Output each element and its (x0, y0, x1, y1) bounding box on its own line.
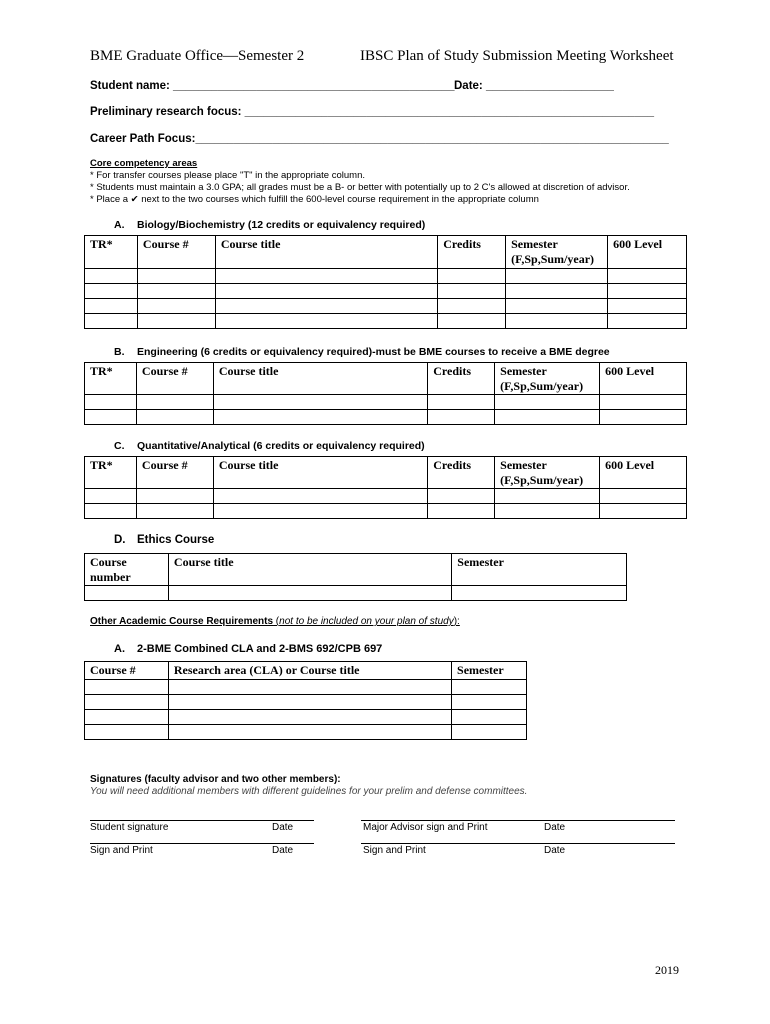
date-label: Date (544, 845, 566, 856)
col-credits: Credits (428, 457, 495, 489)
header-left: BME Graduate Office—Semester 2 (90, 48, 305, 64)
quantitative-table (84, 456, 687, 519)
col-semester: Semester (452, 662, 527, 680)
table-row[interactable] (85, 284, 687, 299)
section-d-heading (114, 534, 214, 546)
col-semester-line1: Semester (500, 364, 547, 378)
core-note-3: * Place a ✔ next to the two courses which fulfill the 600-level course requirement in the appropriate column (90, 194, 539, 205)
student-name-field: Student name: ____________________________________________ (90, 80, 455, 92)
cla-table (84, 661, 527, 740)
date-label: Date (544, 822, 566, 833)
table-row[interactable] (85, 710, 527, 725)
col-semester-line1: Semester (500, 458, 547, 472)
table-row[interactable] (85, 410, 687, 425)
col-course-num: Course # (136, 363, 213, 395)
col-course-title: Course title (215, 236, 437, 269)
col-semester-line2: (F,Sp,Sum/year) (500, 473, 584, 487)
signature-line[interactable] (90, 843, 314, 844)
table-row[interactable] (85, 695, 527, 710)
col-course-number-line1: Course (90, 555, 127, 569)
col-course-num: Course # (85, 662, 169, 680)
engineering-table (84, 362, 687, 425)
core-note-1: * For transfer courses please place "T" in the appropriate column. (90, 170, 365, 181)
col-course-title: Course title (213, 363, 427, 395)
table-row[interactable] (85, 299, 687, 314)
section-cla-letter: A. (114, 643, 125, 655)
col-semester (506, 236, 608, 269)
col-semester (495, 457, 600, 489)
col-research-area: Research area (CLA) or Course title (168, 662, 451, 680)
biology-table (84, 235, 687, 329)
col-semester (495, 363, 600, 395)
date-label: Date (272, 822, 294, 833)
table-row[interactable] (85, 725, 527, 740)
col-course-number (85, 554, 169, 586)
col-semester-line2: (F,Sp,Sum/year) (511, 252, 595, 266)
col-600-level: 600 Level (600, 457, 687, 489)
col-semester-line2: (F,Sp,Sum/year) (500, 379, 584, 393)
col-course-title: Course title (168, 554, 451, 586)
other-heading-text: Other Academic Course Requirements (90, 616, 274, 627)
section-c-heading (114, 440, 425, 452)
section-a-letter: A. (114, 219, 125, 231)
other-requirements-heading (90, 616, 460, 627)
ethics-table (84, 553, 627, 601)
col-tr: TR* (85, 236, 138, 269)
table-row[interactable] (85, 586, 627, 601)
section-b-heading (114, 346, 610, 358)
col-credits: Credits (428, 363, 495, 395)
sign-and-print-label: Sign and Print (90, 845, 153, 856)
table-row[interactable] (85, 489, 687, 504)
col-tr: TR* (85, 363, 137, 395)
col-600-level: 600 Level (600, 363, 687, 395)
section-b-title: Engineering (6 credits or equivalency required)-must be BME courses to receive a BME degree (137, 346, 610, 358)
section-c-title: Quantitative/Analytical (6 credits or equivalency required) (137, 440, 425, 452)
student-signature-label: Student signature (90, 822, 169, 833)
major-advisor-label: Major Advisor sign and Print (363, 822, 488, 833)
col-semester-line1: Semester (511, 237, 558, 251)
col-course-num: Course # (136, 457, 213, 489)
col-600-level: 600 Level (608, 236, 687, 269)
section-d-title: Ethics Course (137, 534, 215, 546)
other-paren-text: not to be included on your plan of study (279, 616, 454, 627)
signature-line[interactable] (90, 820, 314, 821)
col-semester: Semester (452, 554, 627, 586)
sign-and-print-label: Sign and Print (363, 845, 426, 856)
signature-line[interactable] (361, 843, 675, 844)
date-field: Date: ____________________ (454, 80, 614, 92)
section-b-letter: B. (114, 346, 125, 358)
header-right: IBSC Plan of Study Submission Meeting Worksheet (360, 48, 674, 64)
table-row[interactable] (85, 680, 527, 695)
section-cla-title: 2-BME Combined CLA and 2-BMS 692/CPB 697 (137, 643, 383, 655)
section-a-heading (114, 219, 425, 231)
table-row[interactable] (85, 269, 687, 284)
table-row[interactable] (85, 314, 687, 329)
date-label: Date (272, 845, 294, 856)
col-course-title: Course title (213, 457, 427, 489)
col-tr: TR* (85, 457, 137, 489)
col-credits: Credits (438, 236, 506, 269)
signatures-title: Signatures (faculty advisor and two other members): (90, 774, 341, 785)
section-a-title: Biology/Biochemistry (12 credits or equivalency required) (137, 219, 426, 231)
table-row[interactable] (85, 504, 687, 519)
research-focus-field: Preliminary research focus: ________________________________________________________________ (90, 106, 655, 118)
signature-line[interactable] (361, 820, 675, 821)
footer-year: 2019 (655, 963, 679, 977)
col-course-num: Course # (137, 236, 215, 269)
col-course-number-line2: number (90, 570, 131, 584)
section-d-letter: D. (114, 534, 126, 546)
career-path-field: Career Path Focus:__________________________________________________________________________ (90, 133, 669, 145)
other-paren-close: ): (453, 616, 460, 627)
signatures-subtitle: You will need additional members with different guidelines for your prelim and defense committees. (90, 786, 528, 797)
core-competency-title: Core competency areas (90, 158, 198, 169)
other-paren-open: ( (273, 616, 280, 627)
section-cla-heading (114, 643, 382, 655)
core-note-2: * Students must maintain a 3.0 GPA; all grades must be a B- or better with potentially up to 2 C's allowed at discretion of advisor. (90, 182, 630, 193)
table-row[interactable] (85, 395, 687, 410)
section-c-letter: C. (114, 440, 125, 452)
